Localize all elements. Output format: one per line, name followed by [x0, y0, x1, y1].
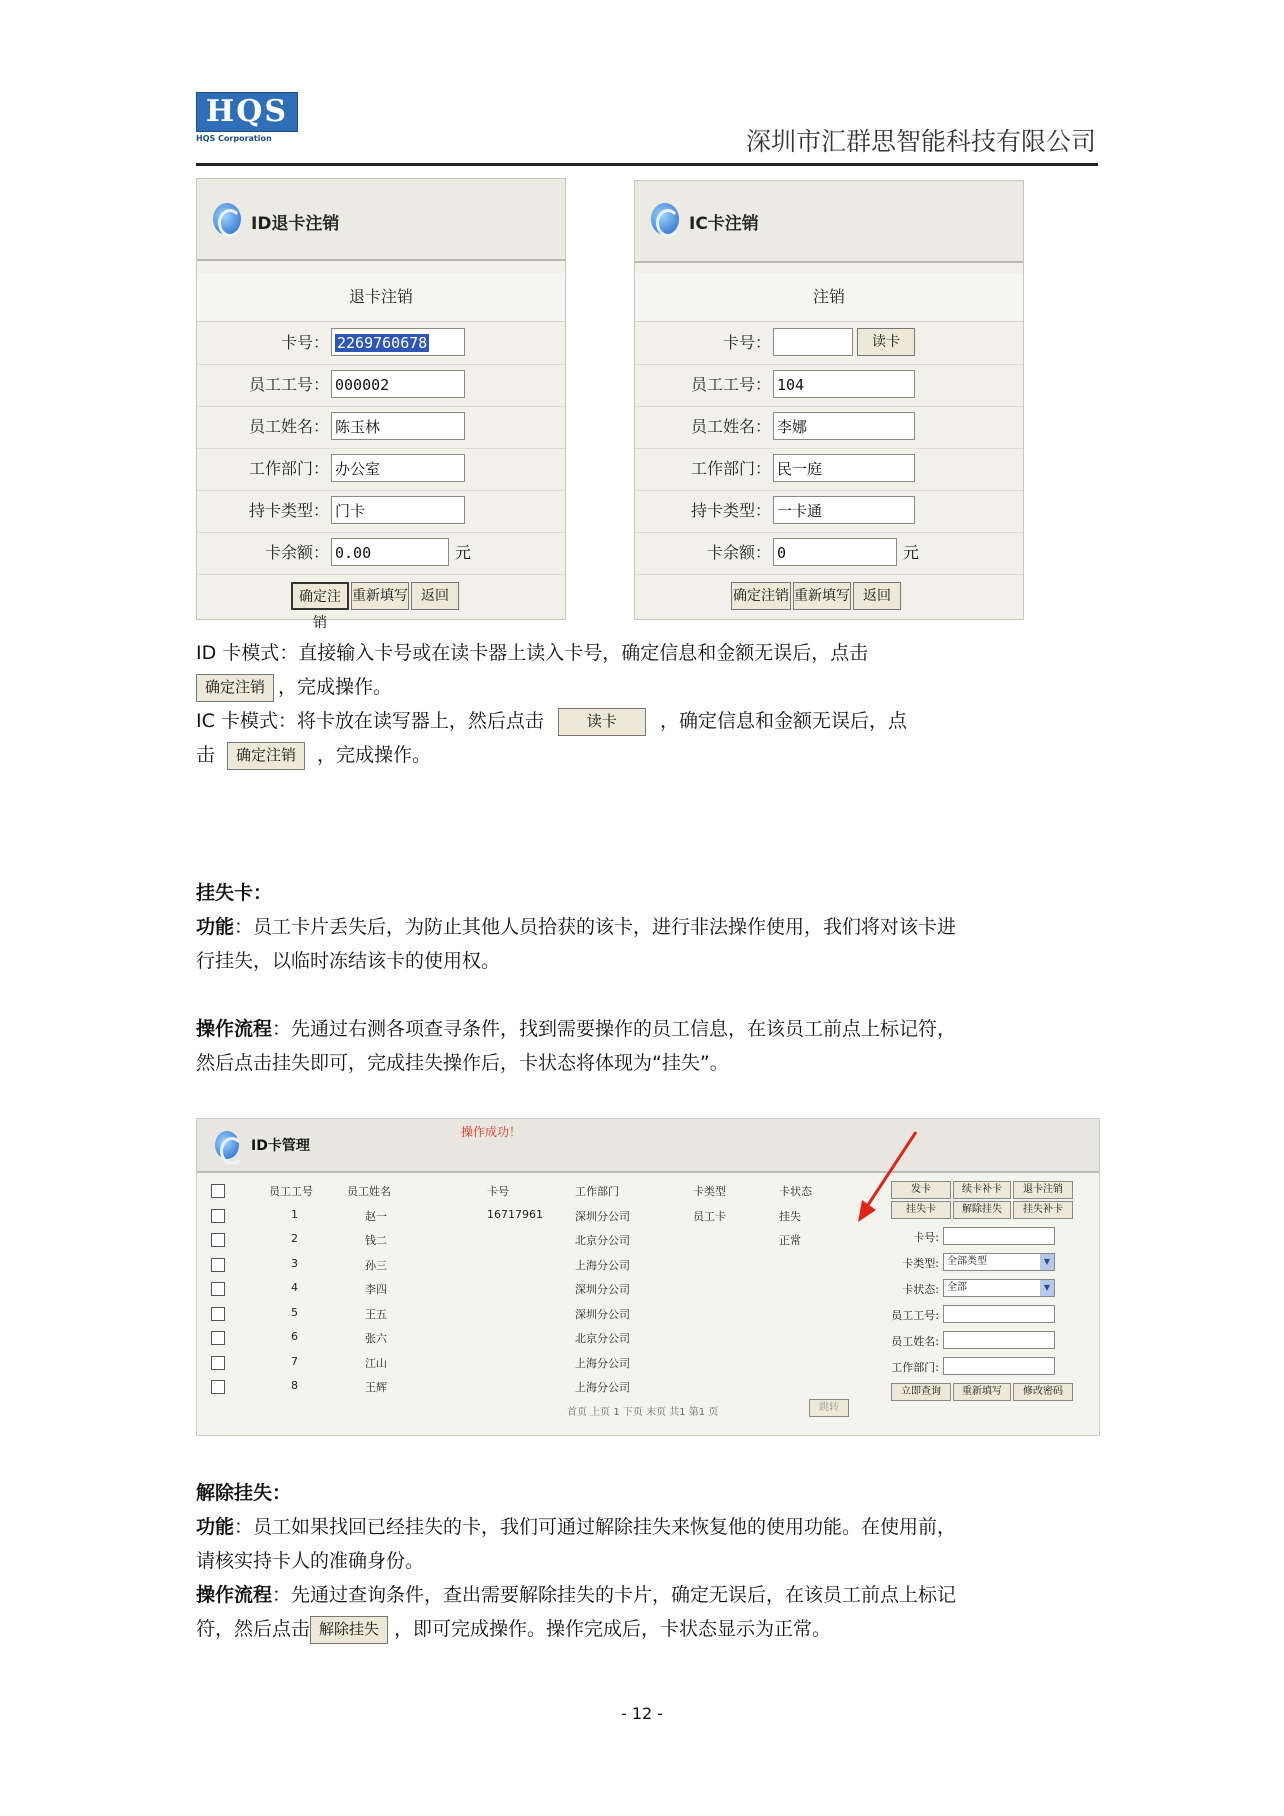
emp-no-input[interactable]: 104 — [773, 370, 915, 398]
row-checkbox[interactable] — [211, 1307, 225, 1321]
read-card-button[interactable]: 读卡 — [857, 328, 915, 356]
row-checkbox[interactable] — [211, 1209, 225, 1223]
form-row-balance — [197, 532, 565, 575]
unloss-operation-text — [196, 1578, 956, 1612]
label-bold: 操作流程 — [196, 1018, 273, 1040]
currency-unit: 元 — [455, 543, 472, 562]
card-no-input[interactable] — [773, 328, 853, 356]
grid-header — [197, 1119, 1099, 1173]
filter-label: 员工工号: — [891, 1309, 939, 1322]
form-row-emp-name — [197, 406, 565, 449]
table-cell: 王五 — [365, 1307, 387, 1321]
table-cell: 挂失 — [779, 1209, 801, 1223]
form-row-emp-no — [635, 364, 1023, 407]
dept-input[interactable]: 办公室 — [331, 454, 465, 482]
red-arrow-annotation — [852, 1128, 932, 1228]
id-card-management-screenshot — [196, 1118, 1100, 1436]
table-cell: 深圳分公司 — [575, 1307, 630, 1321]
report-loss-button[interactable]: 挂失卡 — [891, 1201, 951, 1219]
filter-label: 卡类型: — [902, 1257, 939, 1270]
button-row — [197, 574, 565, 631]
filter-label: 卡号: — [913, 1231, 939, 1244]
refill-button[interactable]: 重新填写 — [351, 582, 409, 610]
select-all-checkbox[interactable] — [211, 1184, 225, 1198]
row-checkbox[interactable] — [211, 1282, 225, 1296]
table-cell: 孙三 — [365, 1258, 387, 1272]
change-password-button[interactable]: 修改密码 — [1013, 1383, 1073, 1401]
filter-card-no[interactable] — [943, 1227, 1055, 1245]
label-bold: 功能 — [196, 1516, 235, 1538]
field-label: 员工工号： — [690, 375, 771, 394]
column-header[interactable]: 员工工号 — [269, 1185, 313, 1198]
unloss-operation-text-2 — [196, 1612, 831, 1646]
text-run: ：员工卡片丢失后，为防止其他人员拾获的该卡，进行非法操作使用，我们将对该卡进 — [234, 916, 957, 938]
emp-name-input[interactable]: 李娜 — [773, 412, 915, 440]
confirm-cancel-inline-button: 确定注销 — [196, 674, 274, 702]
filter-label: 卡状态: — [902, 1283, 939, 1296]
back-button[interactable]: 返回 — [411, 582, 459, 610]
balance-input[interactable]: 0.00 — [331, 538, 449, 566]
form-row-emp-name — [635, 406, 1023, 449]
logo-mark: HQS — [196, 92, 298, 132]
read-card-inline-button: 读卡 — [558, 708, 646, 736]
form-row-card-no — [635, 322, 1023, 365]
return-card-button[interactable]: 退卡注销 — [1013, 1181, 1073, 1199]
text-run: 符，然后点击 — [196, 1618, 311, 1640]
table-cell: 深圳分公司 — [575, 1209, 630, 1223]
pagination[interactable]: 首页 上页 1 下页 末页 共1 第1 页 — [567, 1407, 719, 1418]
panel-header — [635, 181, 1023, 263]
column-header[interactable]: 卡状态 — [779, 1185, 812, 1198]
filter-card-type-select[interactable] — [943, 1253, 1055, 1271]
section-heading-unloss: 解除挂失： — [196, 1482, 292, 1504]
text-run: IC 卡模式：将卡放在读写器上，然后点击 — [196, 710, 544, 732]
field-label: 员工姓名： — [690, 417, 771, 436]
issue-card-button[interactable]: 发卡 — [891, 1181, 951, 1199]
table-cell: 7 — [291, 1354, 298, 1368]
dept-input[interactable]: 民一庭 — [773, 454, 915, 482]
ie-icon — [213, 203, 241, 235]
form-row-card-no — [197, 322, 565, 365]
header-divider — [196, 163, 1098, 166]
table-cell: 上海分公司 — [575, 1381, 630, 1394]
table-cell: 6 — [291, 1330, 298, 1343]
text-run: ，完成操作。 — [278, 676, 393, 698]
success-message: 操作成功！ — [461, 1125, 522, 1139]
unreport-loss-button[interactable]: 解除挂失 — [953, 1201, 1011, 1219]
ic-mode-text-2 — [196, 738, 431, 772]
filter-emp-no[interactable] — [943, 1305, 1055, 1323]
grid-title: ID卡管理 — [251, 1138, 310, 1154]
button-row — [635, 574, 1023, 616]
column-header[interactable]: 员工姓名 — [347, 1185, 391, 1198]
company-logo — [196, 92, 298, 150]
form-row-dept — [197, 448, 565, 491]
form-row-emp-no — [197, 364, 565, 407]
table-cell: 16717961 — [487, 1207, 543, 1221]
text-run: ：员工如果找回已经挂失的卡，我们可通过解除挂失来恢复他的使用功能。在使用前， — [234, 1516, 957, 1538]
chevron-down-icon: ▼ — [1040, 1254, 1054, 1270]
field-label: 持卡类型： — [248, 501, 329, 520]
loss-function-text — [196, 910, 956, 944]
form-row-dept — [635, 448, 1023, 491]
jump-button[interactable]: 跳转 — [809, 1399, 849, 1417]
table-cell: 北京分公司 — [575, 1332, 630, 1345]
column-header[interactable]: 卡类型 — [693, 1185, 726, 1198]
currency-unit: 元 — [903, 543, 920, 562]
table-cell: 江山 — [365, 1356, 387, 1370]
panel-subtitle: 注销 — [635, 273, 1023, 322]
ie-icon — [215, 1131, 239, 1159]
id-mode-text: ID 卡模式：直接输入卡号或在读卡器上读入卡号，确定信息和金额无误后，点击 — [196, 642, 869, 664]
form-row-balance — [635, 532, 1023, 575]
id-card-cancel-panel — [196, 178, 566, 631]
loss-replace-button[interactable]: 挂失补卡 — [1013, 1201, 1073, 1219]
table-cell: 5 — [291, 1305, 298, 1319]
page-number: - 12 - — [620, 1704, 664, 1723]
select-value: 全部 — [947, 1282, 967, 1293]
table-cell: 王辉 — [365, 1381, 387, 1394]
back-button[interactable]: 返回 — [853, 582, 901, 610]
chevron-down-icon: ▼ — [1040, 1280, 1054, 1296]
loss-operation-text — [196, 1012, 956, 1046]
emp-name-input[interactable]: 陈玉林 — [331, 412, 465, 440]
renew-card-button[interactable]: 续卡补卡 — [953, 1181, 1011, 1199]
field-label: 卡号： — [722, 333, 771, 352]
filter-emp-name[interactable] — [943, 1331, 1055, 1349]
label-bold: 操作流程 — [196, 1584, 273, 1606]
row-checkbox[interactable] — [211, 1233, 225, 1247]
table-cell: 深圳分公司 — [575, 1283, 630, 1296]
card-no-input[interactable] — [331, 328, 465, 356]
form-row-card-type — [635, 490, 1023, 533]
table-cell: 1 — [291, 1207, 298, 1221]
text-run: ，完成操作。 — [317, 744, 432, 766]
ic-mode-text — [196, 704, 907, 738]
unloss-function-text — [196, 1510, 956, 1544]
confirm-cancel-inline-button: 确定注销 — [227, 742, 305, 770]
loss-operation-text-2: 然后点击挂失即可，完成挂失操作后，卡状态将体现为“挂失”。 — [196, 1052, 729, 1074]
row-checkbox[interactable] — [211, 1356, 225, 1370]
arrow-head — [858, 1200, 876, 1222]
column-header[interactable]: 工作部门 — [575, 1185, 619, 1198]
text-run: ：先通过右测各项查寻条件，找到需要操作的员工信息，在该员工前点上标记符， — [272, 1018, 957, 1040]
filter-label: 员工姓名: — [891, 1335, 939, 1348]
card-no-value: 2269760678 — [337, 334, 428, 352]
row-checkbox[interactable] — [211, 1258, 225, 1272]
table-cell: 4 — [291, 1281, 298, 1294]
form-row-card-type — [197, 490, 565, 533]
refill-button[interactable]: 重新填写 — [793, 582, 851, 610]
card-type-input[interactable]: 门卡 — [331, 496, 465, 524]
balance-input[interactable]: 0 — [773, 538, 897, 566]
table-cell: 8 — [291, 1379, 298, 1392]
field-label: 卡余额： — [264, 543, 329, 562]
logo-subtitle: HQS Corporation — [196, 134, 272, 143]
field-label: 卡号： — [280, 333, 329, 352]
field-label: 工作部门： — [690, 459, 771, 478]
emp-no-input[interactable]: 000002 — [331, 370, 465, 398]
table-cell: 上海分公司 — [575, 1356, 630, 1370]
text-run: ，确定信息和金额无误后，点 — [659, 710, 907, 732]
row-checkbox[interactable] — [211, 1331, 225, 1345]
table-cell: 张六 — [365, 1332, 387, 1345]
unreport-loss-inline-button: 解除挂失 — [310, 1616, 388, 1644]
reset-button[interactable]: 重新填写 — [953, 1383, 1011, 1401]
label-bold: 功能 — [196, 916, 235, 938]
text-run: 击 — [196, 744, 216, 766]
section-heading-loss: 挂失卡： — [196, 882, 273, 904]
confirm-cancel-button[interactable]: 确定注销 — [291, 582, 349, 610]
column-header[interactable]: 卡号 — [487, 1185, 509, 1198]
panel-title: ID退卡注销 — [251, 214, 340, 234]
panel-header — [197, 179, 565, 261]
select-value: 全部类型 — [947, 1256, 987, 1267]
row-checkbox[interactable] — [211, 1380, 225, 1394]
field-label: 持卡类型： — [690, 501, 771, 520]
table-cell: 员工卡 — [693, 1209, 726, 1223]
table-cell: 赵一 — [365, 1209, 387, 1223]
confirm-cancel-button[interactable]: 确定注销 — [731, 582, 791, 610]
ic-card-cancel-panel — [634, 180, 1024, 620]
text-run: ，即可完成操作。操作完成后，卡状态显示为正常。 — [394, 1618, 832, 1640]
search-button[interactable]: 立即查询 — [891, 1383, 951, 1401]
company-name: 深圳市汇群思智能科技有限公司 — [745, 127, 1096, 156]
filter-dept[interactable] — [943, 1357, 1055, 1375]
field-label: 员工工号： — [248, 375, 329, 394]
loss-function-text-2: 行挂失，以临时冻结该卡的使用权。 — [196, 950, 501, 972]
table-cell: 2 — [291, 1232, 298, 1245]
text-run: ：先通过查询条件，查出需要解除挂失的卡片，确定无误后，在该员工前点上标记 — [272, 1584, 957, 1606]
table-cell: 钱二 — [365, 1234, 387, 1247]
card-type-input[interactable]: 一卡通 — [773, 496, 915, 524]
table-cell: 北京分公司 — [575, 1234, 630, 1247]
field-label: 卡余额： — [706, 543, 771, 562]
filter-label: 工作部门: — [891, 1361, 939, 1374]
id-mode-text-2 — [196, 670, 392, 704]
panel-subtitle: 退卡注销 — [197, 273, 565, 322]
panel-title: IC卡注销 — [689, 214, 759, 234]
arrow-line — [866, 1132, 916, 1208]
table-cell: 3 — [291, 1256, 298, 1270]
unloss-function-text-2: 请核实持卡人的准确身份。 — [196, 1550, 425, 1572]
table-cell: 上海分公司 — [575, 1258, 630, 1272]
field-label: 员工姓名： — [248, 417, 329, 436]
table-cell: 正常 — [779, 1234, 801, 1247]
field-label: 工作部门： — [248, 459, 329, 478]
filter-card-status-select[interactable] — [943, 1279, 1055, 1297]
ie-icon — [651, 203, 679, 235]
table-cell: 李四 — [365, 1283, 387, 1296]
